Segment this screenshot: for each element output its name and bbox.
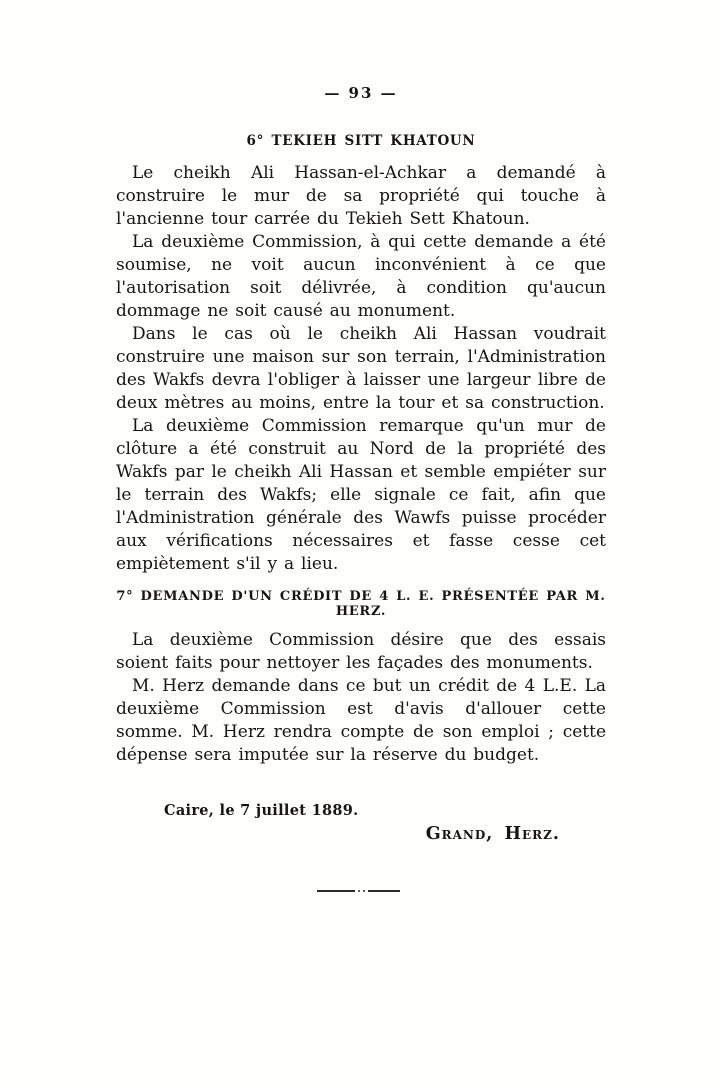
divider-dash bbox=[317, 890, 355, 892]
paragraph: La deuxième Commission remarque qu'un mur de clôture a été construit au Nord de la propriété des Wakfs par le cheikh Ali Hassan et semble empiéter sur le terrain des Wakfs; elle signale ce fait, afin que l'Administration générale des Wawfs puisse procéder aux vérifications nécessaires et fasse cesse cet empiètement s'il y a lieu. bbox=[116, 416, 606, 574]
divider-dot bbox=[363, 890, 365, 892]
section-6-heading: 6° TEKIEH SITT KHATOUN bbox=[246, 133, 476, 149]
paragraph: Dans le cas où le cheikh Ali Hassan voudrait construire une maison sur son terrain, l'Administration des Wakfs devra l'obliger à laisser une largeur libre de deux mètres au moins, entre la tour et sa construction. bbox=[116, 324, 606, 413]
paragraph: La deuxième Commission, à qui cette demande a été soumise, ne voit aucun inconvénient à ce que l'autorisation soit délivrée, à condition qu'aucun dommage ne soit causé au monument. bbox=[116, 232, 606, 321]
paragraph: La deuxième Commission désire que des essais soient faits pour nettoyer les façades des monuments. bbox=[116, 630, 606, 673]
signature: Grand, Herz. bbox=[425, 824, 560, 844]
paragraph: Le cheikh Ali Hassan-el-Achkar a demandé à construire le mur de sa propriété qui touche à l'ancienne tour carrée du Tekieh Sett Khatoun. bbox=[116, 163, 606, 229]
divider-dot bbox=[358, 890, 360, 892]
end-divider bbox=[317, 889, 405, 892]
paragraph: M. Herz demande dans ce but un crédit de 4 L.E. La deuxième Commission est d'avis d'allouer cette somme. M. Herz rendra compte de son emploi ; cette dépense sera imputée sur la réserve du budget. bbox=[116, 676, 606, 765]
dateline: Caire, le 7 juillet 1889. bbox=[164, 802, 359, 819]
section-7-heading: 7° DEMANDE D'UN CRÉDIT DE 4 L. E. PRÉSENTÉE PAR M. HERZ. bbox=[116, 589, 606, 619]
page-number: — 93 — bbox=[324, 84, 398, 102]
divider-dash bbox=[368, 890, 400, 892]
